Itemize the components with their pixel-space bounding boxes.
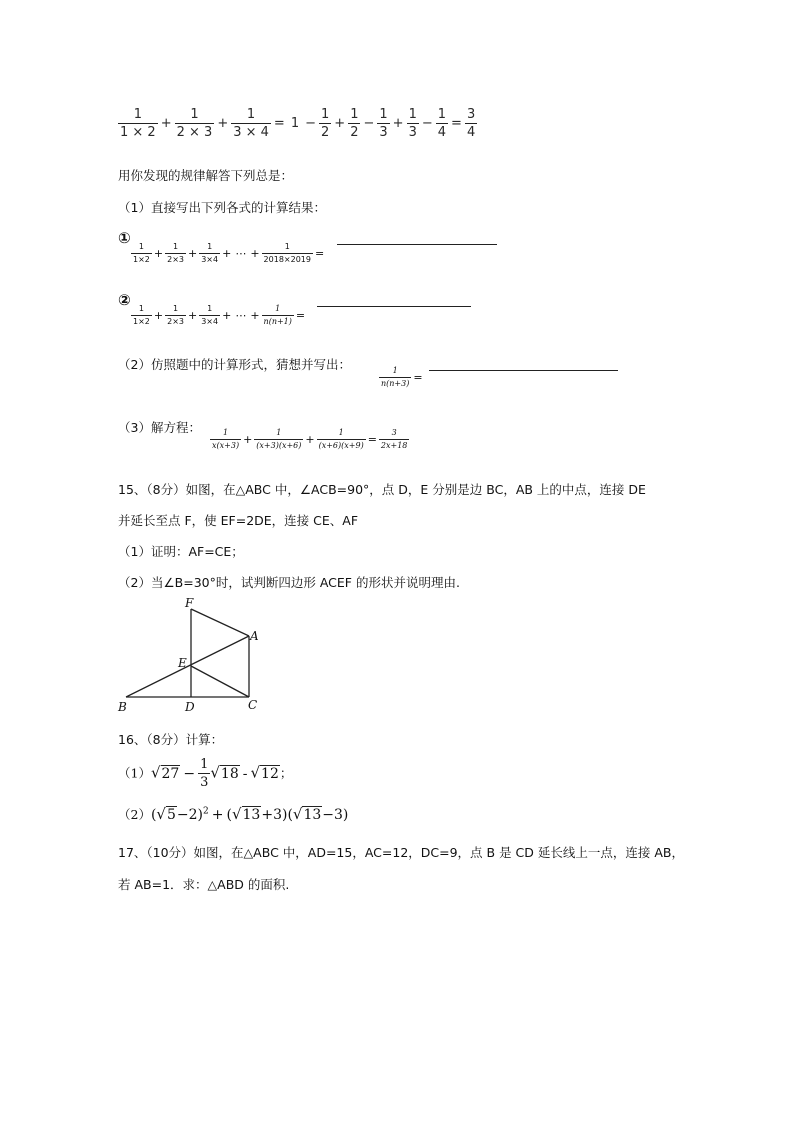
- q15-figure: [110, 595, 280, 720]
- item1-expression: $\frac{1}{1\times 2}$ + $\frac{1}{2\times 3}$ + $\frac{1}{3\times 4}$ + ⋯ + $\frac{1}{2018\times 2019}$ =: [133, 242, 325, 264]
- top-equation: $\frac{1}{1 \times 2}$ + $\frac{1}{2 \times 3}$ + $\frac{1}{3 \times 4}$ = 1 − $\frac{1}{2}$ + $\frac{1}{2}$ − $\frac{1}{3}$ + $\frac{1}{3}$ − $\frac{1}{4}$ = $\frac{3}{4}$: [120, 107, 476, 140]
- label-C: C: [248, 698, 258, 712]
- frac-3: $\frac{1}{3 \times 4}$: [233, 107, 269, 140]
- item2-marker: ②: [118, 291, 131, 309]
- label-D: D: [185, 700, 195, 714]
- q15-line1: 15、（8分）如图，在△ABC 中，∠ACB=90°，点 D，E 分别是边 BC，AB 上的中点，连接 DE: [118, 482, 646, 497]
- frac-2: $\frac{1}{2 \times 3}$: [176, 107, 213, 140]
- q16-title: 16、（8分）计算：: [118, 732, 224, 747]
- q14-part3-label: （3）解方程：: [118, 420, 201, 435]
- q16-part2: $(2)(√5-2)^2 + (√13+3)(√13-3)$: [118, 805, 349, 823]
- item2-expression: $\frac{1}{1\times 2}$ + $\frac{1}{2\times 3}$ + $\frac{1}{3\times 4}$ + ⋯ + $\frac{1}{n(n+1)}$ =: [133, 304, 306, 326]
- seg-EC: [191, 666, 249, 697]
- part2-expression: $\frac{1}{n(n+3)}$ =: [381, 366, 423, 388]
- seg-FA: [191, 609, 249, 636]
- q16-part1: （1）√27 − $\frac{1}{3}$ √18 - √12；: [118, 757, 293, 790]
- part3-equation: $\frac{1}{x(x+3)}$ + $\frac{1}{(x+3)(x+6)}$ + $\frac{1}{(x+6)(x+9)}$ = $\frac{3}{2x+18}$: [212, 428, 408, 450]
- q17-line1: 17、（10分）如图，在△ABC 中，AD=15，AC=12，DC=9，点 B 是 CD 延长线上一点，连接 AB，: [118, 845, 684, 860]
- q17-line2: 若 AB=1．求：△ABD 的面积.: [118, 877, 290, 892]
- label-A: A: [250, 629, 259, 643]
- q15-part2: （2）当∠B=30°时，试判断四边形 ACEF 的形状并说明理由.: [118, 575, 460, 590]
- q15-line2: 并延长至点 F，使 EF=2DE，连接 CE、AF: [118, 513, 359, 528]
- q14-intro: 用你发现的规律解答下列总是：: [118, 168, 294, 183]
- result-frac: $\frac{3}{4}$: [466, 107, 476, 140]
- q14-part2-label: （2）仿照题中的计算形式，猜想并写出：: [118, 357, 351, 372]
- item1-answer-line[interactable]: [337, 244, 497, 245]
- frac-1: $\frac{1}{1 \times 2}$: [120, 107, 156, 140]
- label-B: B: [118, 700, 127, 714]
- part2-answer-line[interactable]: [429, 370, 618, 371]
- label-F: F: [185, 596, 194, 610]
- q14-part1-label: （1）直接写出下列各式的计算结果：: [118, 200, 326, 215]
- label-E: E: [178, 656, 187, 670]
- q15-part1: （1）证明：AF=CE；: [118, 544, 244, 559]
- item2-answer-line[interactable]: [317, 306, 471, 307]
- item1-marker: ①: [118, 229, 131, 247]
